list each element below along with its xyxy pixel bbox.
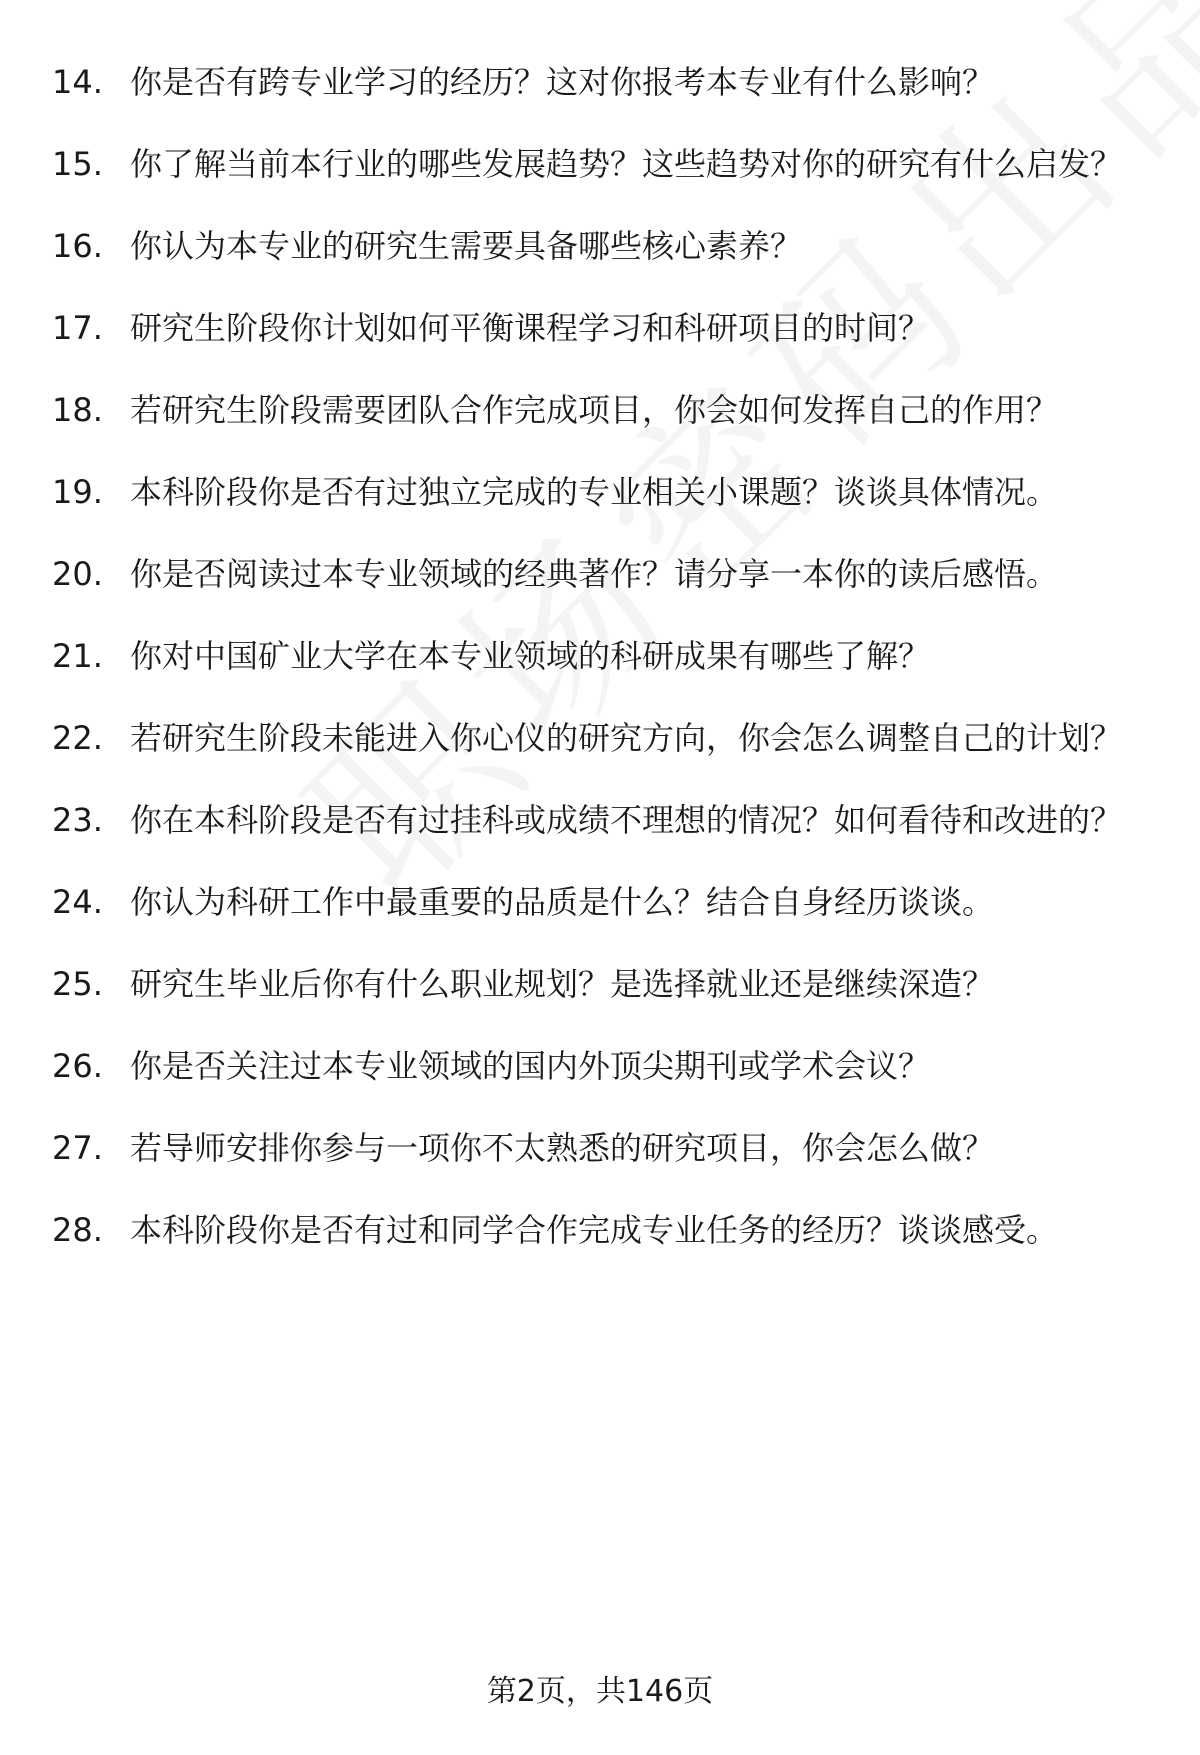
list-item: [52, 468, 1152, 516]
question-text: 你是否有跨专业学习的经历？这对你报考本专业有什么影响？: [130, 63, 995, 101]
list-item: [52, 140, 1152, 188]
question-number: 26.: [52, 1047, 103, 1085]
question-text: 若研究生阶段需要团队合作完成项目，你会如何发挥自己的作用？: [130, 391, 1059, 429]
list-item: [52, 878, 1152, 926]
question-text: 你是否关注过本专业领域的国内外顶尖期刊或学术会议？: [130, 1047, 931, 1085]
page-footer: [0, 1672, 1200, 1712]
question-number: 21.: [52, 637, 103, 675]
page-number-label: 第2页，共146页: [486, 1674, 714, 1709]
question-text: 若研究生阶段未能进入你心仪的研究方向，你会怎么调整自己的计划？: [130, 719, 1123, 757]
list-item: [52, 960, 1152, 1008]
question-list: [52, 58, 1152, 1288]
question-number: 19.: [52, 473, 103, 511]
list-item: [52, 1042, 1152, 1090]
question-text: 本科阶段你是否有过独立完成的专业相关小课题？谈谈具体情况。: [130, 473, 1059, 511]
question-text: 研究生阶段你计划如何平衡课程学习和科研项目的时间？: [130, 309, 931, 347]
question-text: 本科阶段你是否有过和同学合作完成专业任务的经历？谈谈感受。: [130, 1211, 1059, 1249]
list-item: [52, 632, 1152, 680]
question-number: 27.: [52, 1129, 103, 1167]
list-item: [52, 1124, 1152, 1172]
question-text: 你了解当前本行业的哪些发展趋势？这些趋势对你的研究有什么启发？: [130, 145, 1123, 183]
question-text: 你是否阅读过本专业领域的经典著作？请分享一本你的读后感悟。: [130, 555, 1059, 593]
question-number: 14.: [52, 63, 103, 101]
question-number: 23.: [52, 801, 103, 839]
question-number: 24.: [52, 883, 103, 921]
question-number: 22.: [52, 719, 103, 757]
question-number: 20.: [52, 555, 103, 593]
question-number: 18.: [52, 391, 103, 429]
list-item: [52, 1206, 1152, 1254]
list-item: [52, 550, 1152, 598]
question-text: 你认为本专业的研究生需要具备哪些核心素养？: [130, 227, 803, 265]
question-text: 研究生毕业后你有什么职业规划？是选择就业还是继续深造？: [130, 965, 995, 1003]
list-item: [52, 714, 1152, 762]
question-number: 17.: [52, 309, 103, 347]
question-text: 若导师安排你参与一项你不太熟悉的研究项目，你会怎么做？: [130, 1129, 995, 1167]
question-text: 你在本科阶段是否有过挂科或成绩不理想的情况？如何看待和改进的？: [130, 801, 1123, 839]
question-number: 25.: [52, 965, 103, 1003]
question-text: 你认为科研工作中最重要的品质是什么？结合自身经历谈谈。: [130, 883, 995, 921]
list-item: [52, 222, 1152, 270]
list-item: [52, 796, 1152, 844]
question-number: 28.: [52, 1211, 103, 1249]
question-text: 你对中国矿业大学在本专业领域的科研成果有哪些了解？: [130, 637, 931, 675]
list-item: [52, 386, 1152, 434]
question-number: 15.: [52, 145, 103, 183]
list-item: [52, 58, 1152, 106]
list-item: [52, 304, 1152, 352]
question-number: 16.: [52, 227, 103, 265]
